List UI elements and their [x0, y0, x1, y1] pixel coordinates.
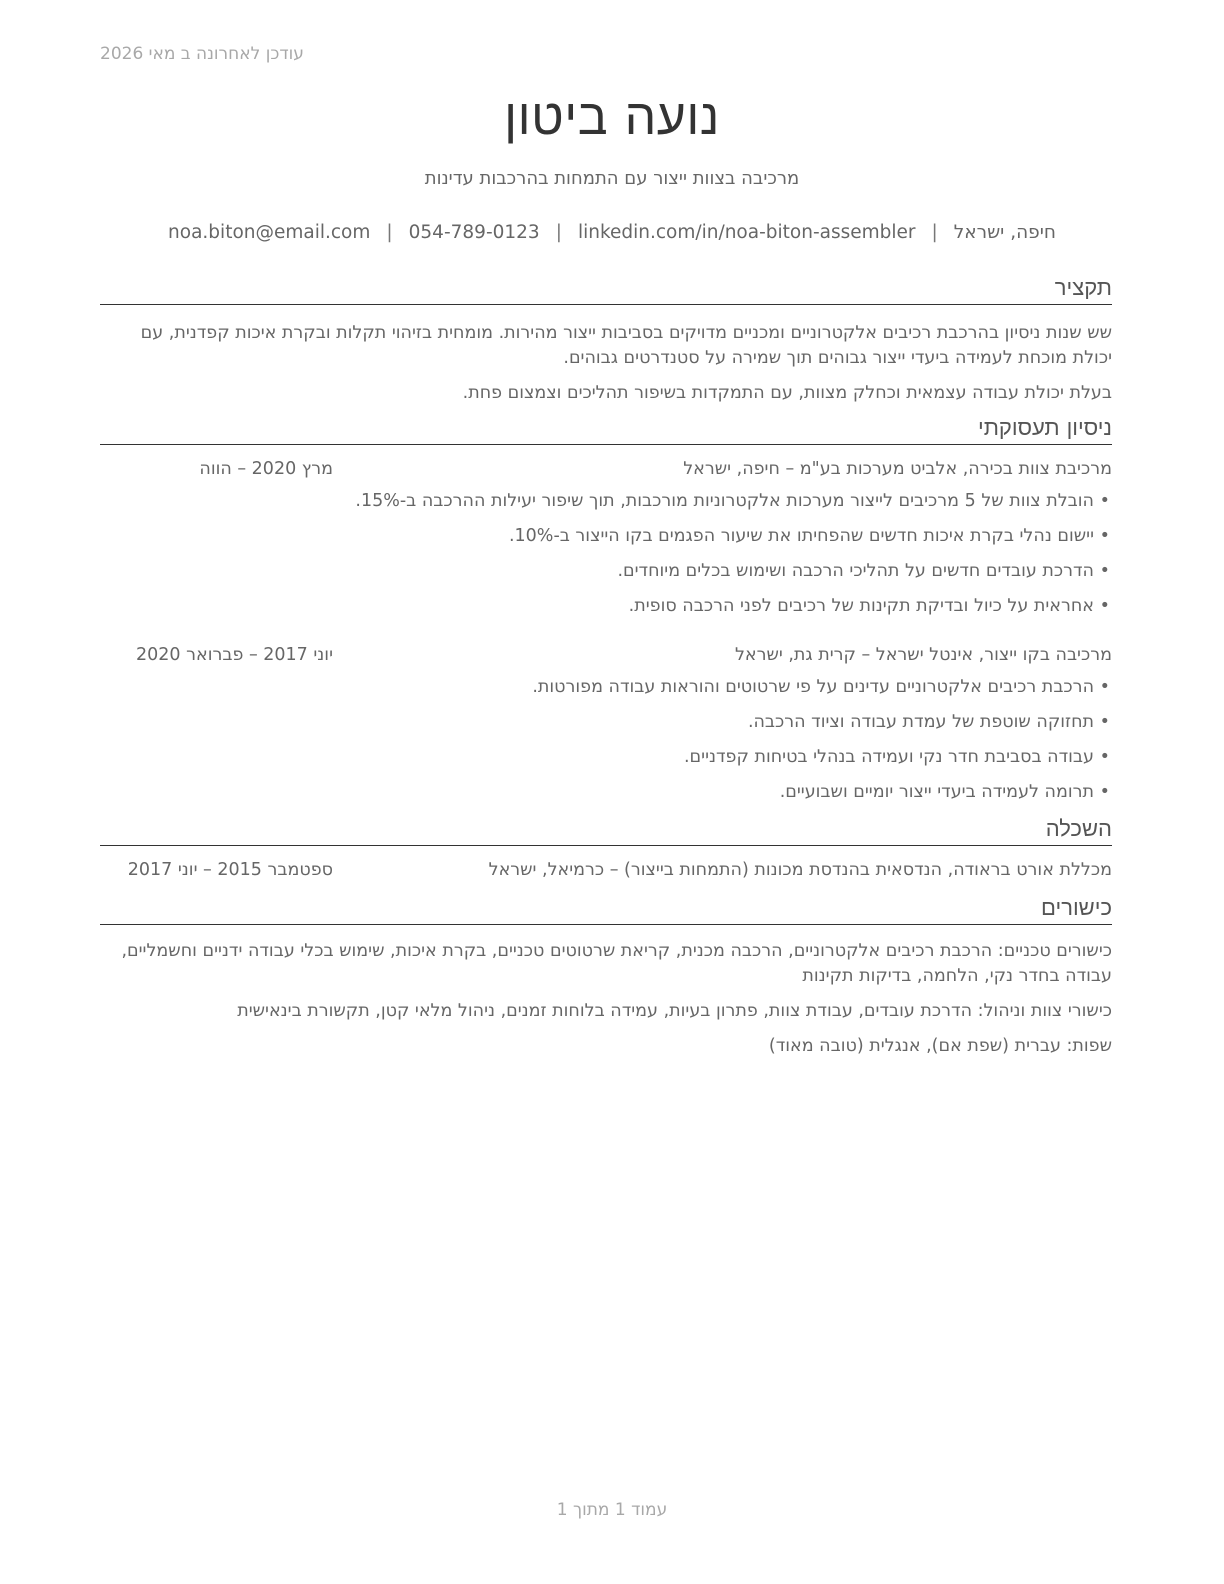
bullet-icon: •: [1099, 677, 1110, 697]
summary-paragraph: בעלת יכולת עבודה עצמאית וכחלק מצוות, עם התמקדות בשיפור תהליכים וצמצום פחת.: [462, 383, 1112, 403]
job-bullet-text: אחראית על כיול ובדיקת תקינות של רכיבים לפני הרכבה סופית.: [628, 596, 1094, 616]
job-bullet: [100, 559, 1112, 584]
job-entry: [100, 645, 1112, 805]
education-title: השכלה: [100, 815, 1112, 846]
experience-title: ניסיון תעסוקתי: [100, 414, 1112, 445]
resume-body: [100, 274, 1112, 1067]
skills-line: כישורי צוות וניהול: הדרכת עובדים, עבודת צוות, פתרון בעיות, עמידה בלוחות זמנים, ניהול מלאי קטן, תקשורת בינאישית: [237, 1001, 1112, 1021]
bullet-icon: •: [1099, 526, 1110, 546]
bullet-icon: •: [1099, 782, 1110, 802]
contact-separator: |: [931, 222, 938, 243]
bullet-icon: •: [1099, 747, 1110, 767]
job-title: מרכיבת צוות בכירה, אלביט מערכות בע"מ – חיפה, ישראל: [683, 459, 1112, 479]
job-bullet-text: עבודה בסביבת חדר נקי ועמידה בנהלי בטיחות קפדניים.: [683, 747, 1094, 767]
skills-line: כישורים טכניים: הרכבת רכיבים אלקטרוניים, הרכבה מכנית, קריאת שרטוטים טכניים, בקרת איכות, שימוש בכלי עבודה ידניים וחשמליים, עבודה בחדר נקי, הלחמה, בדיקות תקינות: [121, 941, 1112, 986]
job-bullet: [100, 745, 1112, 770]
page-number: עמוד 1 מתוך 1: [556, 1500, 668, 1520]
job-bullet: [100, 710, 1112, 735]
job-bullet: [100, 594, 1112, 619]
education-dates: ספטמבר 2015 – יוני 2017: [127, 860, 333, 880]
candidate-headline: מרכיבה בצוות ייצור עם התמחות בהרכבות עדינות: [424, 168, 800, 189]
education-title-text: מכללת אורט בראודה, הנדסאית בהנדסת מכונות (התמחות בייצור) – כרמיאל, ישראל: [488, 860, 1112, 880]
contact-location: חיפה, ישראל: [953, 222, 1056, 243]
contact-line: [0, 222, 1224, 243]
education-entry: [100, 860, 1112, 886]
job-dates: מרץ 2020 – הווה: [199, 459, 333, 479]
job-bullets: [100, 489, 1112, 619]
skills-title: כישורים: [100, 894, 1112, 925]
job-header: [100, 645, 1112, 671]
contact-separator: |: [386, 222, 393, 243]
job-bullet: [100, 780, 1112, 805]
contact-email[interactable]: noa.biton@email.com: [168, 222, 371, 243]
job-bullet-text: תחזוקה שוטפת של עמדת עבודה וציוד הרכבה.: [747, 712, 1094, 732]
job-dates: יוני 2017 – פברואר 2020: [136, 645, 333, 665]
job-entry: [100, 459, 1112, 619]
contact-phone: 054-789-0123: [408, 222, 540, 243]
job-bullets: [100, 675, 1112, 805]
contact-linkedin[interactable]: linkedin.com/in/noa-biton-assembler: [577, 222, 916, 243]
skills-line: שפות: עברית (שפת אם), אנגלית (טובה מאוד): [768, 1036, 1112, 1056]
candidate-name: נועה ביטון: [504, 88, 720, 146]
summary-paragraph: שש שנות ניסיון בהרכבת רכיבים אלקטרוניים ומכניים מדויקים בסביבות ייצור מהירות. מומחית בזיהוי תקלות ובקרת איכות קפדנית, עם יכולת מוכחת לעמידה ביעדי ייצור גבוהים תוך שמירה על סטנדרטים גבוהים.: [140, 323, 1112, 368]
last-updated-note: עודכן לאחרונה ב מאי 2026: [100, 44, 304, 64]
skills-section: [100, 894, 1112, 1059]
bullet-icon: •: [1099, 491, 1110, 511]
job-bullet-text: תרומה לעמידה ביעדי ייצור יומיים ושבועיים.: [779, 782, 1094, 802]
bullet-icon: •: [1099, 596, 1110, 616]
experience-section: [100, 414, 1112, 805]
bullet-icon: •: [1099, 712, 1110, 732]
contact-separator: |: [555, 222, 562, 243]
job-bullet: [100, 675, 1112, 700]
job-bullet: [100, 489, 1112, 514]
job-bullet-text: הובלת צוות של 5 מרכיבים לייצור מערכות אלקטרוניות מורכבות, תוך שיפור יעילות ההרכבה ב-15%.: [355, 491, 1094, 511]
job-header: [100, 459, 1112, 485]
education-section: [100, 815, 1112, 886]
job-bullet-text: הדרכת עובדים חדשים על תהליכי הרכבה ושימוש בכלים מיוחדים.: [617, 561, 1094, 581]
job-bullet-text: הרכבת רכיבים אלקטרוניים עדינים על פי שרטוטים והוראות עבודה מפורטות.: [532, 677, 1094, 697]
job-title: מרכיבה בקו ייצור, אינטל ישראל – קרית גת, ישראל: [734, 645, 1112, 665]
summary-section: [100, 274, 1112, 406]
job-bullet-text: יישום נהלי בקרת איכות חדשים שהפחיתו את שיעור הפגמים בקו הייצור ב-10%.: [508, 526, 1094, 546]
bullet-icon: •: [1099, 561, 1110, 581]
education-header: [100, 860, 1112, 886]
job-bullet: [100, 524, 1112, 549]
summary-title: תקציר: [100, 274, 1112, 305]
